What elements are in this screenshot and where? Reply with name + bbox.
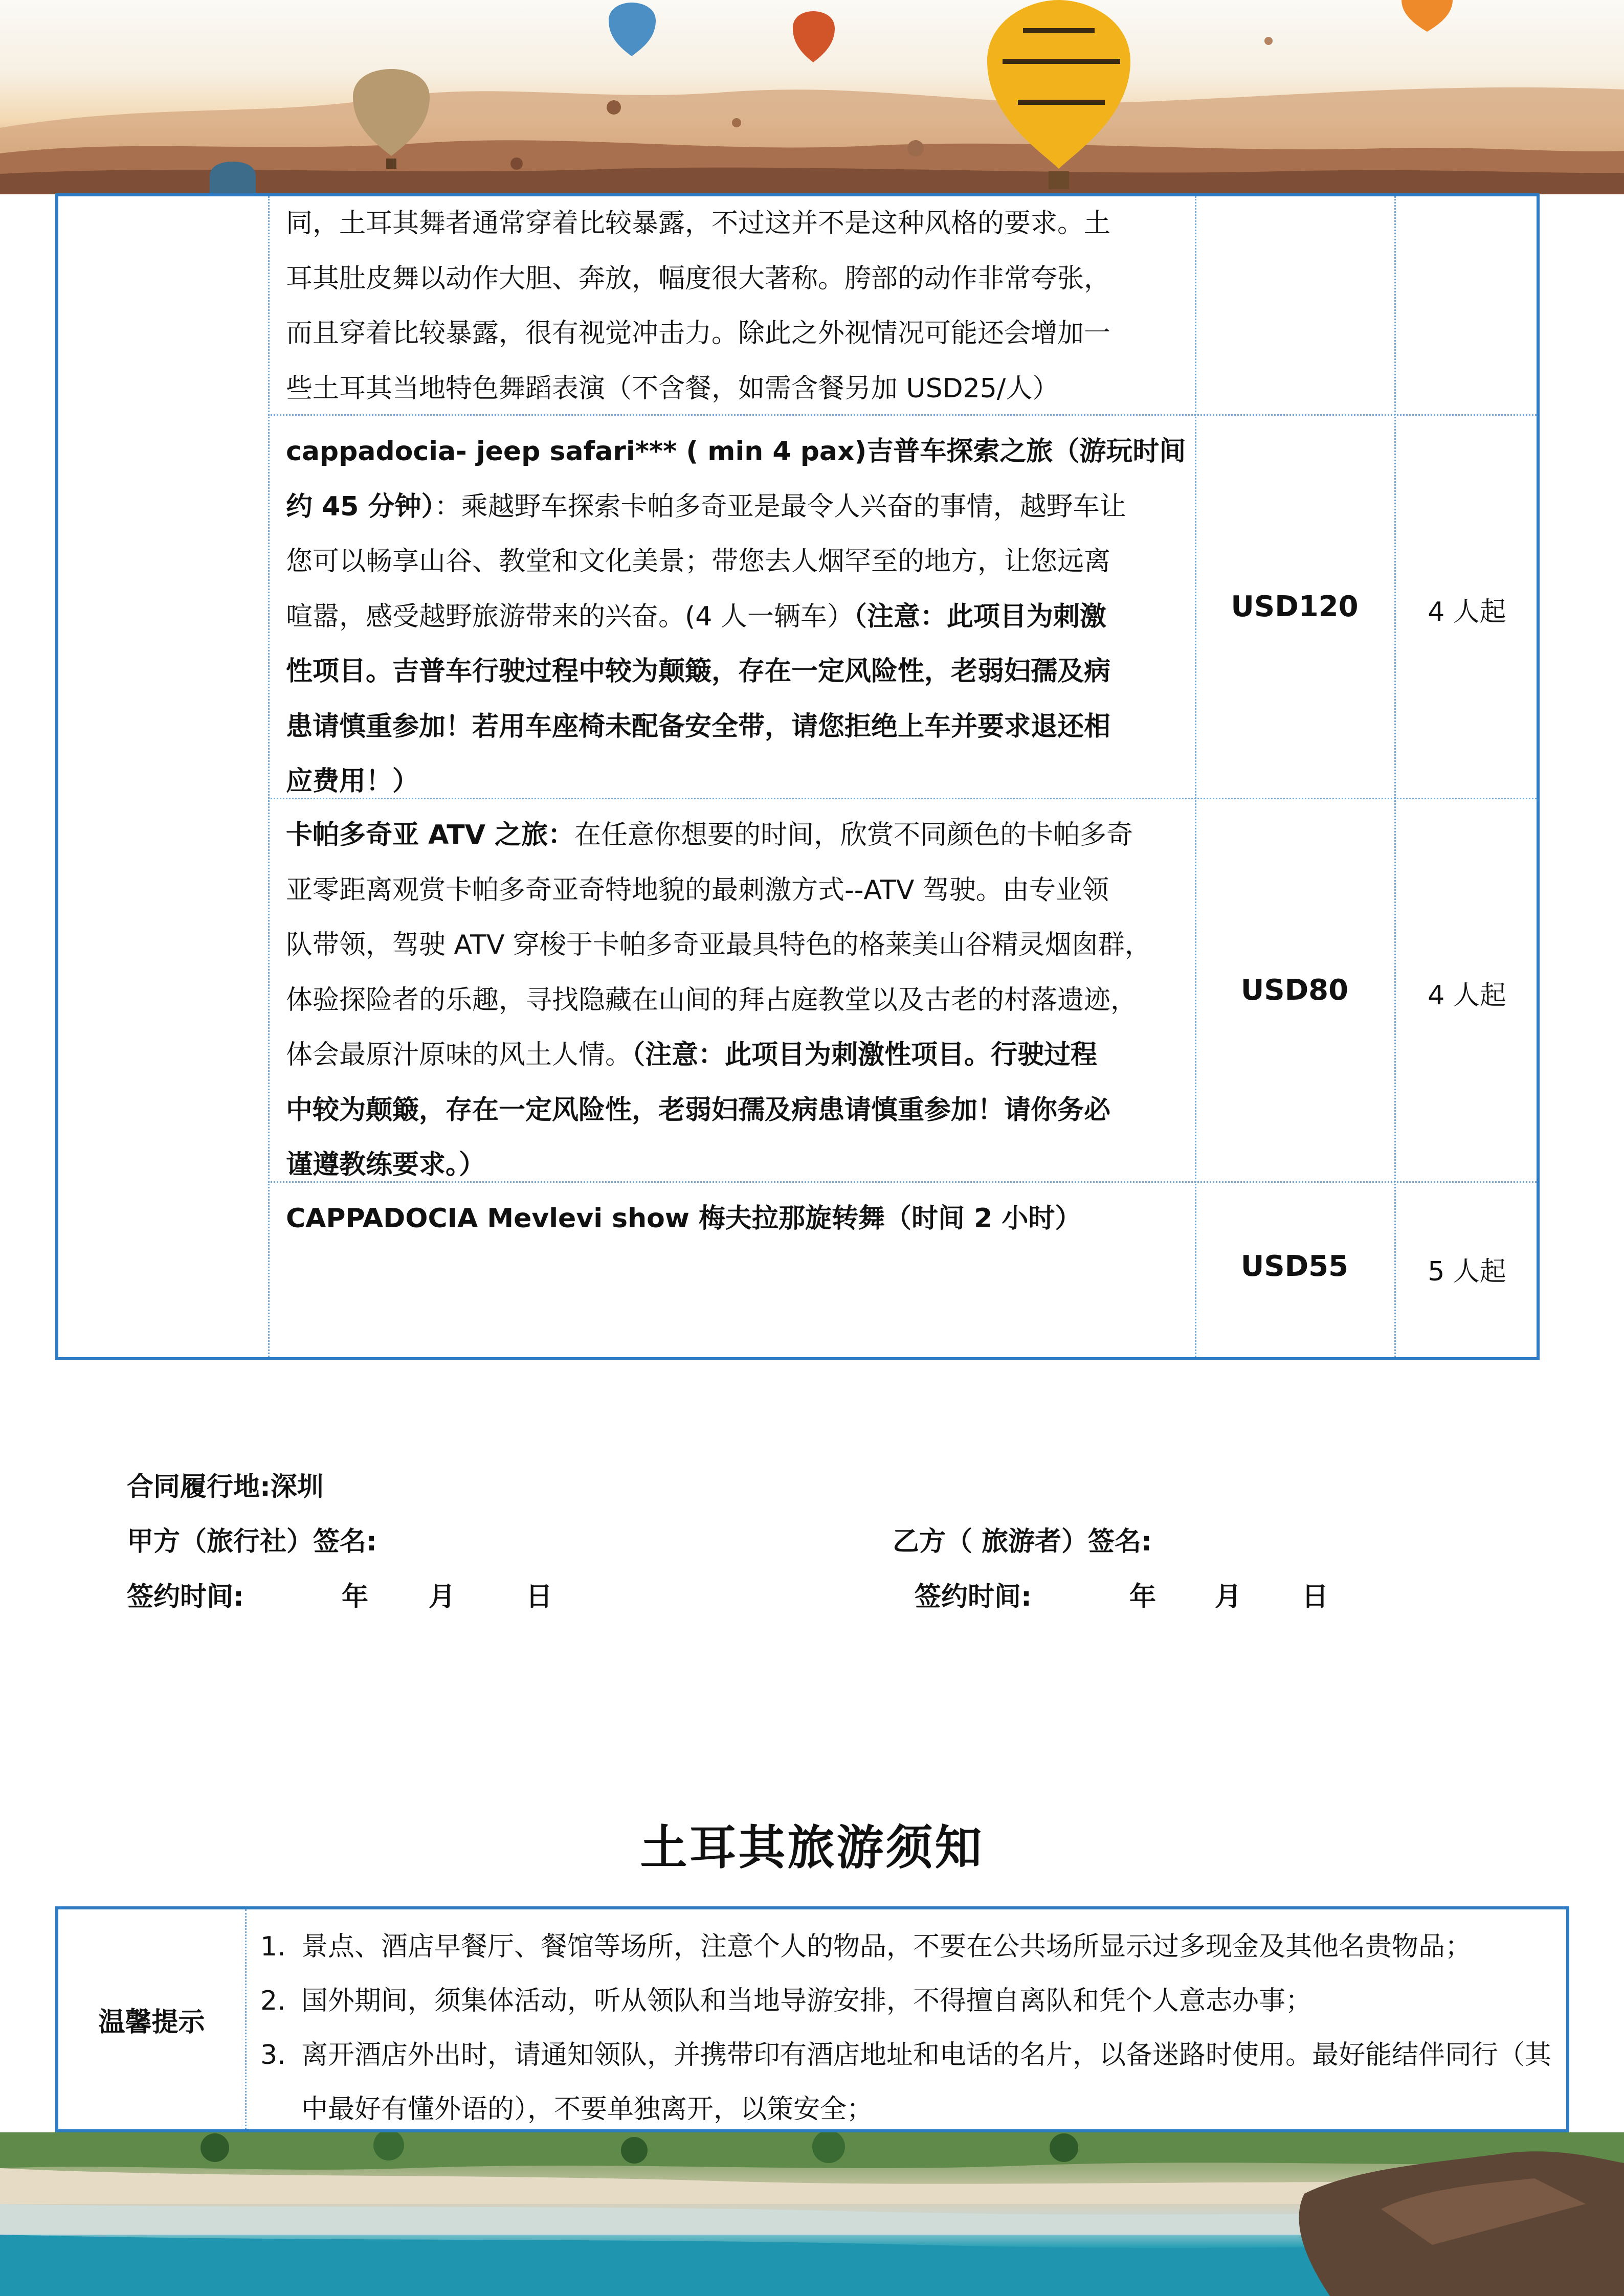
description-line: 应费用！） [286, 766, 419, 797]
sign-month-a: 月 [429, 1582, 456, 1612]
list-item-text: 国外期间，须集体活动，听从领队和当地导游安排，不得擅自离队和凭个人意志办事； [301, 1986, 1312, 2016]
beach-illustration [0, 2132, 1624, 2296]
list-item-number: 2. [260, 1986, 286, 2016]
party-a-signature-label: 甲方（旅行社）签名: [127, 1526, 377, 1557]
description-bold-run: （注意：此项目为刺激 [853, 601, 1106, 632]
optional-tours-table [55, 193, 1540, 1360]
description-line: 而且穿着比较暴露，很有视觉冲击力。除此之外视情况可能还会增加一 [286, 318, 1111, 349]
description-line: 您可以畅享山谷、教堂和文化美景；带您去人烟罕至的地方，让您远离 [286, 546, 1111, 577]
price-value: USD120 [1231, 590, 1359, 623]
description-bold-run: 约 45 分钟） [286, 491, 435, 522]
description-plain-run: 喧嚣，感受越野旅游带来的兴奋。(4 人一辆车） [286, 601, 854, 632]
description-line: 耳其肚皮舞以动作大胆、奔放，幅度很大著称。胯部的动作非常夸张， [286, 263, 1111, 294]
min-pax-value: 5 人起 [1428, 1256, 1506, 1287]
contract-place: 合同履行地:深圳 [127, 1472, 324, 1502]
description-line: 患请慎重参加！若用车座椅未配备安全带，请您拒绝上车并要求退还相 [286, 711, 1111, 742]
table-row-jeep-safari [286, 424, 1232, 809]
list-item-text: 离开酒店外出时，请通知领队，并携带印有酒店地址和电话的名片，以备迷路时使用。最好能结伴同行（其中最好有懂外语的），不要单独离开，以策安全； [301, 2040, 1552, 2125]
description-line: CAPPADOCIA Mevlevi show 梅夫拉那旋转舞（时间 2 小时） [286, 1203, 1082, 1234]
sign-time-label-a: 签约时间: [127, 1582, 244, 1612]
notice-label: 温馨提示 [98, 2007, 205, 2038]
table-row-belly-dance [286, 196, 1232, 416]
sign-month-b: 月 [1215, 1582, 1242, 1612]
table-row-atv [286, 808, 1232, 1193]
table-divider [245, 1909, 247, 2129]
description-line: 谨遵教练要求。） [286, 1150, 486, 1180]
price-value: USD80 [1240, 974, 1349, 1007]
sign-day-a: 日 [526, 1582, 553, 1612]
description-line [286, 1028, 1232, 1083]
description-plain-run: ：乘越野车探索卡帕多奇亚是最令人兴奋的事情，越野车让 [434, 491, 1126, 522]
description-line: 同，土耳其舞者通常穿着比较暴露，不过这并不是这种风格的要求。土 [286, 208, 1111, 239]
description-line: 体验探险者的乐趣，寻找隐藏在山间的拜占庭教堂以及古老的村落遗迹， [286, 984, 1138, 1016]
balloon-landscape-illustration [0, 0, 1624, 194]
description-line: 亚零距离观赏卡帕多奇亚奇特地貌的最刺激方式--ATV 驾驶。由专业领 [286, 874, 1109, 906]
list-item-number: 3. [260, 2040, 286, 2070]
notice-title: 土耳其旅游须知 [640, 1820, 984, 1875]
top-banner-image [0, 0, 1624, 194]
notice-table [55, 1906, 1569, 2132]
min-pax-value: 4 人起 [1428, 980, 1506, 1011]
list-item [260, 1974, 1560, 2028]
notice-list [260, 1920, 1560, 2136]
sign-day-b: 日 [1302, 1582, 1329, 1612]
description-line: 些土耳其当地特色舞蹈表演（不含餐，如需含餐另加 USD25/人） [286, 373, 1059, 404]
description-bold-run: 卡帕多奇亚 ATV 之旅： [286, 820, 575, 850]
sign-year-b: 年 [1129, 1582, 1156, 1612]
list-item-text: 景点、酒店早餐厅、餐馆等场所，注意个人的物品，不要在公共场所显示过多现金及其他名贵物品； [301, 1931, 1472, 1962]
balloon-red [793, 11, 835, 62]
description-line [286, 480, 1232, 535]
description-line [286, 590, 1232, 645]
description-line [286, 808, 1232, 863]
sign-time-label-b: 签约时间: [915, 1582, 1032, 1612]
description-line: cappadocia- jeep safari*** ( min 4 pax)吉普车探索之旅（游玩时间 [286, 436, 1186, 467]
description-line: 性项目。吉普车行驶过程中较为颠簸，存在一定风险性，老弱妇孺及病 [286, 656, 1111, 687]
bottom-banner-image [0, 2132, 1624, 2296]
price-value: USD55 [1240, 1250, 1349, 1283]
description-line: 队带领，驾驶 ATV 穿梭于卡帕多奇亚最具特色的格莱美山谷精灵烟囱群， [286, 930, 1151, 960]
min-pax-value: 4 人起 [1428, 597, 1506, 627]
description-plain-run: 体会最原汁原味的风土人情。 [286, 1040, 632, 1070]
table-divider [268, 196, 270, 1357]
description-plain-run: 在任意你想要的时间，欣赏不同颜色的卡帕多奇 [574, 820, 1133, 850]
balloon-blue [609, 3, 656, 56]
sign-year-a: 年 [342, 1582, 369, 1612]
balloon-orange-small [1401, 0, 1453, 32]
party-b-signature-label: 乙方（ 旅游者）签名: [893, 1526, 1152, 1557]
description-line: 中较为颠簸，存在一定风险性，老弱妇孺及病患请慎重参加！请你务必 [286, 1094, 1111, 1126]
description-bold-run: （注意：此项目为刺激性项目。行驶过程 [632, 1040, 1098, 1070]
list-item-number: 1. [260, 1931, 286, 1962]
table-row-mevlevi [286, 1191, 1232, 1247]
list-item [260, 1920, 1560, 1974]
list-item [260, 2028, 1560, 2136]
table-divider [1394, 196, 1396, 1357]
balloon-striped-bottom [210, 162, 256, 194]
